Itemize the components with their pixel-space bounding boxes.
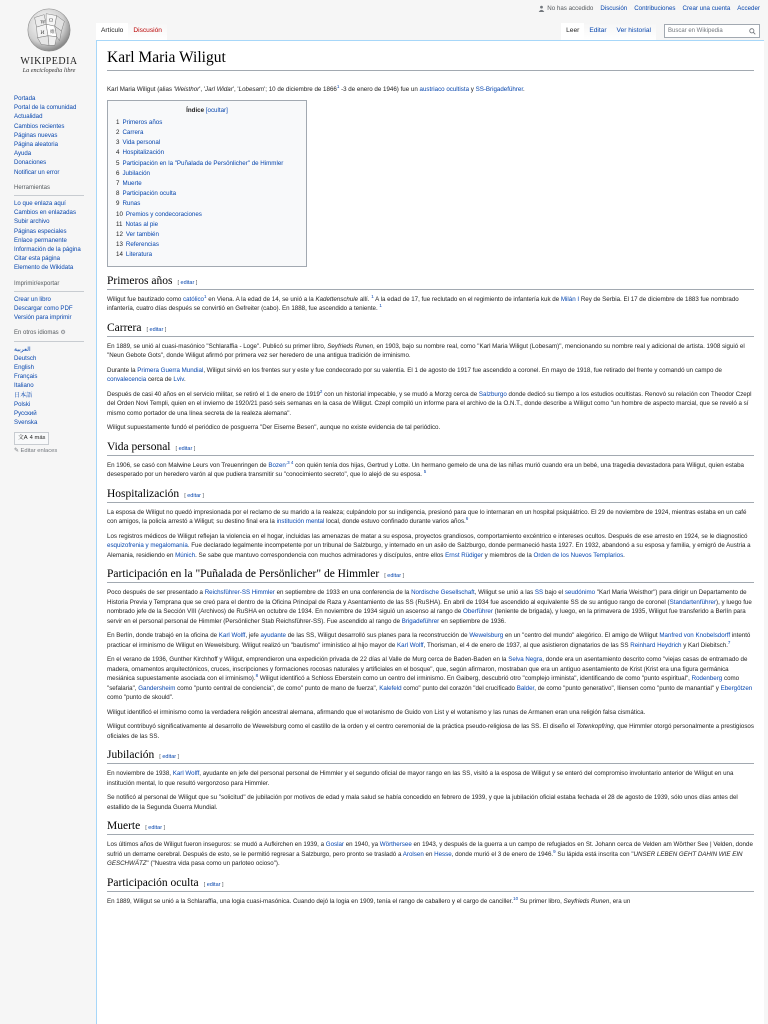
- link[interactable]: Reichsführer-SS Himmler: [204, 589, 275, 597]
- citation[interactable]: 1: [336, 83, 340, 89]
- link[interactable]: Reinhard Heydrich: [630, 641, 682, 649]
- toc-item[interactable]: 10 Premios y condecoraciones: [116, 210, 202, 218]
- link[interactable]: Primera Guerra Mundial: [137, 366, 204, 374]
- toc-item[interactable]: 7 Muerte: [116, 179, 142, 187]
- paragraph: Durante la Primera Guerra Mundial, Wiligut sirvió en los frentes sur y este y fue condecorado por su valentía. El 1 de agosto de 1917 fue ascendido a coronel. En mayo de 1918, fue retirado del frente y comandó un campo de convalecencia cerca de Lviv.: [107, 366, 722, 384]
- sidebar-languages: [14, 345, 94, 428]
- link[interactable]: SS: [534, 589, 544, 597]
- paragraph: Después de casi 40 años en el servicio militar, se retiró el 1 de enero de 1919$^2$ con un historial impecable, y se mudó a Morzg cerca de Salzburgo donde dedicó su tiempo a los estudios ocultistas. Renovó su relación con Theodor Czepl del Orden Novi Templi, quien en el invierno de 1920/21 pasó seis semanas en la casa de Wiligut. Czepl compiló un informe para el archivo de la O.N.T., donde describe a Wiligut como "un hombre de aspecto marcial, que se reveló a sí mismo como portador de una línea secreta de la realeza alemana".: [107, 388, 752, 417]
- search-input[interactable]: [664, 24, 760, 38]
- lang-ja[interactable]: 日本語: [14, 391, 33, 399]
- toc-item[interactable]: 13 Referencias: [116, 241, 159, 249]
- tool-page-info[interactable]: Información de la página: [14, 246, 81, 254]
- print-heading: Imprimir/exportar: [14, 280, 84, 292]
- sidebar-item-donaciones[interactable]: Donaciones: [14, 159, 47, 167]
- tool-permalink[interactable]: Enlace permanente: [14, 236, 67, 244]
- section-heading-vida-personal: Vida personal [ editar ]: [107, 441, 754, 456]
- link[interactable]: Selva Negra: [508, 656, 543, 664]
- paragraph: Wiligut contribuyó significativamente al desarrollo de Wewelsburg como el castillo de la orden y el centro ceremonial de la práctica pseudo-religiosa de las SS. El diseño el Totenkopfring, que Himmler otorgó personalmente a prestigiosos oficiales de las SS.: [107, 723, 754, 740]
- sidebar-tools: [14, 199, 94, 273]
- edit-section-link[interactable]: editar: [387, 573, 402, 580]
- edit-section-link[interactable]: editar: [178, 445, 193, 452]
- edit-section-link[interactable]: editar: [162, 754, 177, 761]
- link[interactable]: convalecencia: [107, 376, 147, 384]
- paragraph: En el verano de 1936, Gunther Kirchhoff y Wiligut, emprendieron una expedición privada de 22 días al Valle de Murg cerca de Baden-Baden en la Selva Negra, donde era un asentamiento descrito como "viejas casas de entramado de madera, ornamentos arquitectónicos, cruces, inscripciones y formaciones rocosas naturales y artificiales en el bosque", que, según afirmaron, mostraban que era un antiguo asentamiento de Krist (Krist era una figura germánica mesiánica supuestamente asociada con el irminismo).$^8$ Wiligut identificó a Schloss Eberstein como un centro del irminismo. En Gaiberg, descubrió otro "complejo irminista", identificando de como "punto espiritual", Rodenberg como "sefalaria", Gandersheim como "punto central de conciencia", de como" punto de mano de fuerza", Kalefeld como" punto del corazón "del crucificado Balder, de como "punto generativo", Iliensen como "punto de manantial" y Ebergötzen como "punto de skould".: [107, 656, 753, 702]
- link[interactable]: institución mental: [276, 518, 325, 526]
- logo-wordmark: WIKIPEDIA: [20, 56, 78, 67]
- toc-item[interactable]: 5 Participación en la "Puñalada de Persönlicher" de Himmler: [116, 159, 284, 167]
- paragraph: Wiligut identificó el irminismo como la verdadera religión ancestral alemana, afirmando que el wotanismo de Guido von List y el wotanismo y las runas de Armanen eran una religión falsa cismática.: [107, 708, 646, 716]
- link[interactable]: SS-Brigadeführer: [475, 86, 524, 93]
- citation[interactable]: 7: [727, 639, 731, 645]
- toc-item[interactable]: 14 Literatura: [116, 251, 153, 259]
- intro-paragraph: Karl Maria Wiligut (alias 'Weisthor', 'Jarl Widar', 'Lobesam'; 10 de diciembre de 1866$^1$ -3 de enero de 1946) fue un austriaco ocultista y SS-Brigadeführer.: [107, 83, 525, 93]
- link[interactable]: Ebergötzen: [720, 684, 753, 692]
- edit-links[interactable]: ✎ Editar enlaces: [14, 447, 58, 454]
- section-heading-carrera: Carrera [ editar ]: [107, 322, 754, 337]
- edit-section-link[interactable]: editar: [180, 279, 195, 286]
- link[interactable]: Karl Wolff: [172, 770, 200, 778]
- sidebar-item-cambios[interactable]: Cambios recientes: [14, 122, 65, 130]
- paragraph: En 1889, se unió al cuasi-masónico "Schlaraffia - Loge". Publicó su primer libro, Seyfrieds Runen, en 1903, bajo su nombre real, como "Karl Maria Wiligut (Lobesam)", mencionando su nombre real y adicional de artista. 1908 siguió el "Neun Gebote Gots", donde Wiligut afirmó por primera vez ser heredero de una antigua tradición de irminismo.: [107, 342, 745, 360]
- tool-upload[interactable]: Subir archivo: [14, 218, 50, 226]
- sidebar: [14, 94, 94, 456]
- more-languages-button[interactable]: 文A 4 más: [14, 432, 49, 445]
- citation[interactable]: 6: [465, 515, 469, 521]
- lang-fr[interactable]: Français: [14, 373, 38, 381]
- translate-icon: 文A: [18, 434, 28, 441]
- toc-item[interactable]: 1 Primeros años: [116, 118, 163, 126]
- link[interactable]: Múnich: [175, 551, 196, 559]
- print-download-pdf[interactable]: Descargar como PDF: [14, 305, 73, 313]
- tool-wikidata[interactable]: Elemento de Wikidata: [14, 264, 74, 272]
- link[interactable]: Manfred von Knobelsdorff: [659, 632, 731, 640]
- link[interactable]: Hesse: [434, 850, 452, 858]
- link[interactable]: Orden de los Nuevos Templarios: [533, 551, 624, 559]
- link[interactable]: Balder: [516, 684, 535, 692]
- lang-ar[interactable]: العربية: [14, 345, 31, 353]
- link[interactable]: ayudante: [260, 632, 286, 640]
- sidebar-item-notificar[interactable]: Notificar un error: [14, 168, 60, 176]
- paragraph: La esposa de Wiligut no quedó impresionada por el reclamo de su marido a la realeza; culpándolo por su indigencia, presionó para que lo internaran en un hospital psiquiátrico. El 29 de noviembre de 1924, mientras estaba en un café con amigos, la policía arrestó a Wiligut; su destino final era la institución mental local, donde estuvo confinado durante varios años.$^6$: [107, 508, 747, 526]
- paragraph: Wiligut supuestamente fundó el periódico de posguerra "Der Eiserne Besen", aunque no existe evidencia de tal periódico.: [107, 424, 441, 432]
- tab-read[interactable]: Leer: [561, 23, 584, 40]
- link[interactable]: Goslar: [325, 841, 344, 849]
- section-heading-jubilacion: Jubilación [ editar ]: [107, 749, 754, 764]
- link[interactable]: Standartenführer: [669, 598, 717, 606]
- section-heading-hospitalizacion: Hospitalización [ editar ]: [107, 488, 754, 503]
- citation[interactable]: 1: [379, 302, 382, 308]
- toc-list: [116, 118, 298, 261]
- citation[interactable]: 10: [513, 895, 519, 901]
- puzzle-globe-icon: [25, 6, 73, 54]
- citation[interactable]: 5: [423, 468, 427, 474]
- section-heading-muerte: Muerte [ editar ]: [107, 820, 754, 835]
- toc-item[interactable]: 3 Vida personal: [116, 139, 161, 147]
- print-create-book[interactable]: Crear un libro: [14, 295, 51, 303]
- wikipedia-logo[interactable]: [14, 6, 84, 74]
- link[interactable]: seudónimo: [564, 589, 596, 597]
- link[interactable]: Brigadeführer: [401, 617, 440, 625]
- toc-title: Índice [ocultar]: [186, 106, 228, 114]
- pencil-icon: ✎: [14, 447, 19, 454]
- section-heading-participacion-oculta: Participación oculta [ editar ]: [107, 877, 754, 892]
- paragraph: Wiligut fue bautizado como católico$^1$ en Viena. A la edad de 14, se unió a la Kadettenschule allí. $^1$ A la edad de 17, fue reclutado en el regimiento de infantería kuk de Milán I Rey de Serbia. El 17 de diciembre de 1883 fue nombrado infantería, cuatro días después se convirtió en Gefreiter (cabo). En 1888, fue ascendido a teniente. $^1$: [107, 293, 739, 313]
- link[interactable]: Ernst Rüdiger: [445, 551, 483, 559]
- search-placeholder: Buscar en Wikipedia: [668, 28, 723, 34]
- lang-it[interactable]: Italiano: [14, 382, 34, 390]
- tool-what-links[interactable]: Lo que enlaza aquí: [14, 200, 66, 208]
- sidebar-navigation: [14, 94, 94, 177]
- edit-section-link[interactable]: editar: [148, 825, 163, 832]
- link[interactable]: Bozen: [268, 461, 286, 469]
- link[interactable]: Lviv: [173, 376, 184, 384]
- svg-text:維: 維: [49, 29, 55, 35]
- link[interactable]: esquizofrenia y megalomanía: [107, 542, 188, 550]
- citation[interactable]: 2: [319, 388, 323, 394]
- tab-discussion[interactable]: Discusión: [128, 23, 167, 40]
- link[interactable]: austriaco ocultista: [419, 86, 470, 93]
- paragraph: En Berlín, donde trabajó en la oficina de Karl Wolff, jefe ayudante de las SS, Wiligut desarrolló sus planes para la reconstrucción de Wewelsburg en un "centro del mundo" alegórico. El amigo de Wiligut Manfred von Knobelsdorff intentó practicar el irminismo de Wiligut en Wewelsburg. Wiligut realizó un "bautismo" irminístico al hijo mayor de Karl Wolff, Thorisman, el 4 de enero de 1937, al que asistieron dignatarios de las SS Reinhard Heydrich y Karl Diebitsch.$^7$: [107, 632, 751, 649]
- toc-item[interactable]: 2 Carrera: [116, 128, 144, 136]
- citation[interactable]: 1: [371, 293, 374, 299]
- lang-en[interactable]: English: [14, 364, 34, 372]
- sidebar-item-ayuda[interactable]: Ayuda: [14, 150, 32, 158]
- edit-section-link[interactable]: editar: [187, 492, 202, 499]
- lang-ru[interactable]: Русский: [14, 410, 37, 418]
- contributions-link[interactable]: Contribuciones: [634, 5, 676, 13]
- paragraph: Poco después de ser presentado a Reichsführer-SS Himmler en septiembre de 1933 en una conferencia de la Nordische Gesellschaft, Wiligut se unió a las SS bajo el seudónimo "Karl Maria Weisthor") para dirigir un Departamento de Historia Previa y Temprana que se creó para el dentro de la Oficina Principal de Raza y Asentamiento de las SS (RuSHA). En abril de 1934 fue ascendido al equivalente SS de su antiguo rango de coronel (Standartenführer), y luego fue nombrado jefe de la Sección VIII (Archivos) de RuSHA en octubre de 1934. En noviembre de 1934 siguió un ascenso al rango de Oberführer (teniente de brigada), y luego, en la primavera de 1935, Wiligut fue transferido a Berlín para servir en el personal personal de Himmler (Persönlicher Stab Reichsführer-SS). Fue ascendido al rango de Brigadeführer en septiembre de 1936.: [107, 589, 752, 625]
- toc-item[interactable]: 8 Participación oculta: [116, 190, 177, 198]
- paragraph: En 1889, Wiligut se unió a la Schlaraffia, una logia cuasi-masónica. Cuando dejó la logia en 1909, tenía el rango de caballero y el cargo de canciller.$^{10}$ Su primer libro, Seyfrieds Runen, era un: [107, 895, 631, 905]
- link[interactable]: Oberführer: [463, 608, 493, 616]
- view-tabs: [561, 23, 760, 40]
- gear-icon[interactable]: ⚙: [60, 330, 66, 337]
- tab-history[interactable]: Ver historial: [612, 23, 656, 40]
- link[interactable]: Gandersheim: [138, 684, 176, 692]
- sidebar-item-actualidad[interactable]: Actualidad: [14, 113, 43, 121]
- link[interactable]: Arolsen: [402, 850, 424, 858]
- citation[interactable]: 1: [204, 293, 207, 299]
- search-icon[interactable]: [749, 28, 756, 35]
- toc-item[interactable]: 9 Runas: [116, 200, 141, 208]
- tab-edit[interactable]: Editar: [584, 23, 611, 40]
- link[interactable]: Karl Wolff: [397, 641, 424, 649]
- citation[interactable]: 9: [553, 848, 556, 854]
- citation[interactable]: 8: [255, 672, 259, 678]
- create-account-link[interactable]: Crear una cuenta: [682, 5, 731, 13]
- link[interactable]: Nordische Gesellschaft: [411, 589, 475, 597]
- section-heading-participacion: Participación en la "Puñalada de Persönlicher" de Himmler [ editar ]: [107, 568, 754, 583]
- svg-text:Ω: Ω: [49, 18, 53, 24]
- not-logged-in: No has accedido: [538, 5, 593, 12]
- lang-pl[interactable]: Polski: [14, 400, 31, 408]
- table-of-contents: [107, 100, 307, 267]
- link[interactable]: Wörthersee: [379, 841, 412, 849]
- lang-sv[interactable]: Svenska: [14, 419, 38, 427]
- link[interactable]: Wewelsburg: [469, 632, 504, 640]
- link[interactable]: Karl Wolff: [218, 632, 246, 640]
- link[interactable]: Salzburgo: [478, 390, 507, 398]
- sidebar-item-portal[interactable]: Portal de la comunidad: [14, 104, 77, 112]
- logo-tagline: La enciclopedia libre: [22, 67, 76, 74]
- svg-text:W: W: [40, 20, 46, 26]
- toc-item[interactable]: 4 Hospitalización: [116, 149, 165, 157]
- citation[interactable]: ,3 4: [285, 459, 294, 465]
- article-content: [96, 40, 764, 1024]
- tool-cite[interactable]: Citar esta página: [14, 255, 61, 263]
- lang-de[interactable]: Deutsch: [14, 354, 37, 362]
- paragraph: Los últimos años de Wiligut fueron inseguros: se mudó a Aufkirchen en 1939, a Goslar en 1940, ya Wörthersee en 1943, y después de la guerra a un campo de refugiados en St. Johann cerca de Velden am Wörther See | Velden, donde sufrió un derrame cerebral. Después de esto, se le permitió regresar a Salzburgo, pero pronto se trasladó a Arolsen en Hesse, donde murió el 3 de enero de 1946.$^9$ Su lápida está inscrita con "UNSER LEBEN GEHT DAHIN WIE EIN GESCHWÄTZ" ("Nuestra vida pasa como un parloteo ocioso").: [107, 841, 753, 868]
- user-icon: [538, 5, 545, 12]
- toc-toggle[interactable]: [ocultar]: [205, 106, 228, 114]
- login-link[interactable]: Acceder: [737, 5, 760, 13]
- toc-item[interactable]: 12 Ver también: [116, 230, 159, 238]
- edit-section-link[interactable]: editar: [206, 881, 221, 888]
- toc-item[interactable]: 6 Jubilación: [116, 169, 150, 177]
- personal-tools: [538, 5, 760, 12]
- tab-article[interactable]: Artículo: [96, 23, 128, 40]
- link[interactable]: Rodenberg: [691, 675, 723, 683]
- link[interactable]: Kalefeld: [379, 684, 402, 692]
- sidebar-item-portada[interactable]: Portada: [14, 95, 36, 102]
- sidebar-print: [14, 295, 94, 323]
- print-printable[interactable]: Versión para imprimir: [14, 314, 72, 322]
- toc-item[interactable]: 11 Notas al pie: [116, 220, 159, 228]
- paragraph: Los registros médicos de Wiligut reflejan la violencia en el hogar, incluidas las amenazas de matar a su esposa, proyectos grandiosos, comportamiento excéntrico e intereses ocultos. Después de ese arresto en 1924, se le diagnosticó esquizofrenia y megalomanía. Fue declarado legalmente incompetente por un tribunal de Salzburgo, y internado en un asilo de Salzburgo, donde permaneció hasta 1927. En 1932, abandonó a su esposa y familia, y emigró de Austria a Alemania, residiendo en Múnich. Se sabe que mantuvo correspondencia con muchos admiradores y discípulos, entre ellos Ernst Rüdiger y miembros de la Orden de los Nuevos Templarios.: [107, 532, 751, 559]
- sidebar-item-nuevas[interactable]: Páginas nuevas: [14, 131, 58, 139]
- paragraph: En 1906, se casó con Malwine Leurs von Treuenringen de Bozen$^{,3 4}$ con quién tenía dos hijas, Gertrud y Lotte. Un hermano gemelo de una de las niñas murió cuando era un bebé, una tragedia devastadora para Wiligut, quien estaba desesperado por un heredero varón al que pudiera transmitir su "conocimiento secreto", que lo alejó de su esposa. $^5$: [107, 459, 744, 479]
- tool-special-pages[interactable]: Páginas especiales: [14, 227, 67, 235]
- talk-link[interactable]: Discusión: [600, 5, 628, 13]
- link[interactable]: católico: [183, 295, 204, 303]
- svg-text:И: И: [40, 30, 45, 36]
- section-heading-primeros-anos: Primeros años [ editar ]: [107, 275, 754, 290]
- tools-heading: Herramientas: [14, 184, 84, 196]
- paragraph: En noviembre de 1938, Karl Wolff, ayudante en jefe del personal personal de Himmler y el segundo oficial de mayor rango en las SS, visitó a la esposa de Wiligut y se enteró del compromiso involuntario anterior de Wiligut en una institución mental, lo que resultó vergonzoso para Himmler.: [107, 770, 734, 787]
- sidebar-item-aleatoria[interactable]: Página aleatoria: [14, 141, 59, 149]
- link[interactable]: Milán I: [560, 295, 580, 303]
- edit-section-link[interactable]: editar: [149, 326, 164, 333]
- tool-related-changes[interactable]: Cambios en enlazadas: [14, 209, 76, 217]
- page-title: Karl Maria Wiligut: [107, 49, 754, 71]
- languages-heading: En otros idiomas ⚙: [14, 329, 84, 341]
- namespace-tabs: [96, 23, 167, 40]
- paragraph: Se notificó al personal de Wiligut que su "solicitud" de jubilación por motivos de edad y mala salud se había concedido en febrero de 1939, y que la jubilación oficial estaba fechada el 28 de agosto de 1939, sólo unos días antes del estallido de la Segunda Guerra Mundial.: [107, 794, 738, 811]
